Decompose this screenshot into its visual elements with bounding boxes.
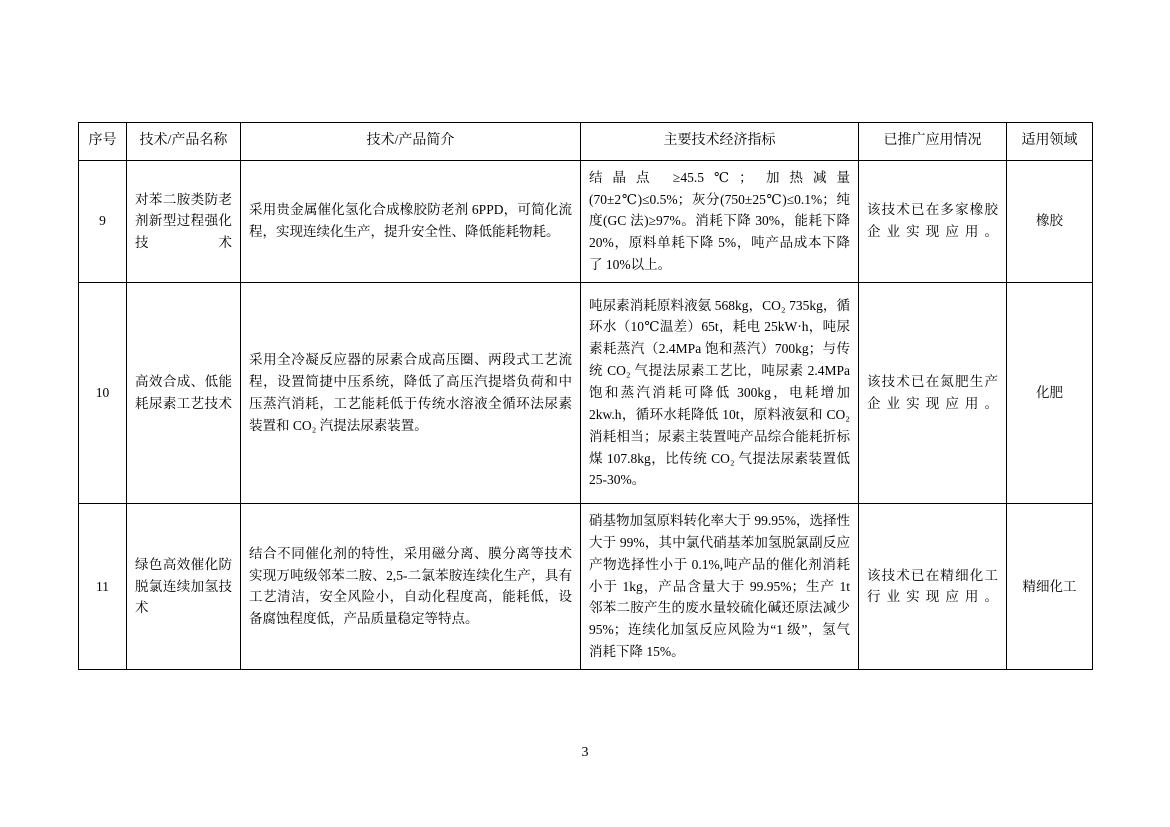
cell-field: 橡胶 xyxy=(1007,160,1093,282)
cell-index: 吨尿素消耗原料液氨 568kg，CO₂ 735kg，循环水（10℃温差）65t，耗电 25kW·h，吨尿素耗蒸汽（2.4MPa 饱和蒸汽）700kg；与传统 CO₂ 气提法尿素工艺比，吨尿素 2.4MPa 饱和蒸汽消耗可降低 300kg，电耗增加 2kw.h，循环水耗降低 10t，原料液氨和 CO₂ 消耗相当；尿素主装置吨产品综合能耗折标煤 107.8kg，比传统 CO₂ 气提法尿素装置低 25-30%。 xyxy=(581,282,859,503)
column-header-application: 已推广应用情况 xyxy=(859,123,1007,161)
column-header-intro: 技术/产品简介 xyxy=(241,123,581,161)
cell-intro: 采用贵金属催化氢化合成橡胶防老剂 6PPD，可简化流程，实现连续化生产，提升安全性、降低能耗物耗。 xyxy=(241,160,581,282)
cell-name: 高效合成、低能耗尿素工艺技术 xyxy=(127,282,241,503)
column-header-field: 适用领域 xyxy=(1007,123,1093,161)
column-header-seq: 序号 xyxy=(79,123,127,161)
cell-application: 该技术已在精细化工行业实现应用。 xyxy=(859,503,1007,669)
column-header-index: 主要技术经济指标 xyxy=(581,123,859,161)
table-row xyxy=(79,503,1093,669)
cell-intro: 采用全冷凝反应器的尿素合成高压圈、两段式工艺流程，设置简捷中压系统，降低了高压汽提塔负荷和中压蒸汽消耗，工艺能耗低于传统水溶液全循环法尿素装置和 CO₂ 汽提法尿素装置。 xyxy=(241,282,581,503)
table-row xyxy=(79,282,1093,503)
cell-seq: 10 xyxy=(79,282,127,503)
cell-seq: 11 xyxy=(79,503,127,669)
cell-intro: 结合不同催化剂的特性，采用磁分离、膜分离等技术实现万吨级邻苯二胺、2,5-二氯苯胺连续化生产，具有工艺清洁，安全风险小，自动化程度高，能耗低，设备腐蚀程度低，产品质量稳定等特点。 xyxy=(241,503,581,669)
cell-field: 精细化工 xyxy=(1007,503,1093,669)
table-header xyxy=(79,123,1093,161)
cell-seq: 9 xyxy=(79,160,127,282)
cell-application: 该技术已在氮肥生产企业实现应用。 xyxy=(859,282,1007,503)
technology-catalog-table-wrapper xyxy=(78,122,1092,670)
cell-index: 结晶点 ≥45.5℃； 加热减量 (70±2℃)≤0.5%；灰分(750±25℃)≤0.1%；纯度(GC 法)≥97%。消耗下降 30%，能耗下降 20%，原料单耗下降 5%，吨产品成本下降了 10%以上。 xyxy=(581,160,859,282)
cell-name: 对苯二胺类防老剂新型过程强化技术 xyxy=(127,160,241,282)
cell-name: 绿色高效催化防脱氯连续加氢技术 xyxy=(127,503,241,669)
table-header-row xyxy=(79,123,1093,161)
column-header-name: 技术/产品名称 xyxy=(127,123,241,161)
cell-application: 该技术已在多家橡胶企业实现应用。 xyxy=(859,160,1007,282)
table-body xyxy=(79,160,1093,669)
technology-catalog-table xyxy=(78,122,1093,670)
page-number: 3 xyxy=(581,745,589,760)
cell-index: 硝基物加氢原料转化率大于 99.95%，选择性大于 99%，其中氯代硝基苯加氢脱氯副反应产物选择性小于 0.1%,吨产品的催化剂消耗小于 1kg，产品含量大于 99.95%；生产 1t 邻苯二胺产生的废水量较硫化碱还原法减少 95%；连续化加氢反应风险为“1 级”，氢气消耗下降 15%。 xyxy=(581,503,859,669)
cell-field: 化肥 xyxy=(1007,282,1093,503)
table-row xyxy=(79,160,1093,282)
